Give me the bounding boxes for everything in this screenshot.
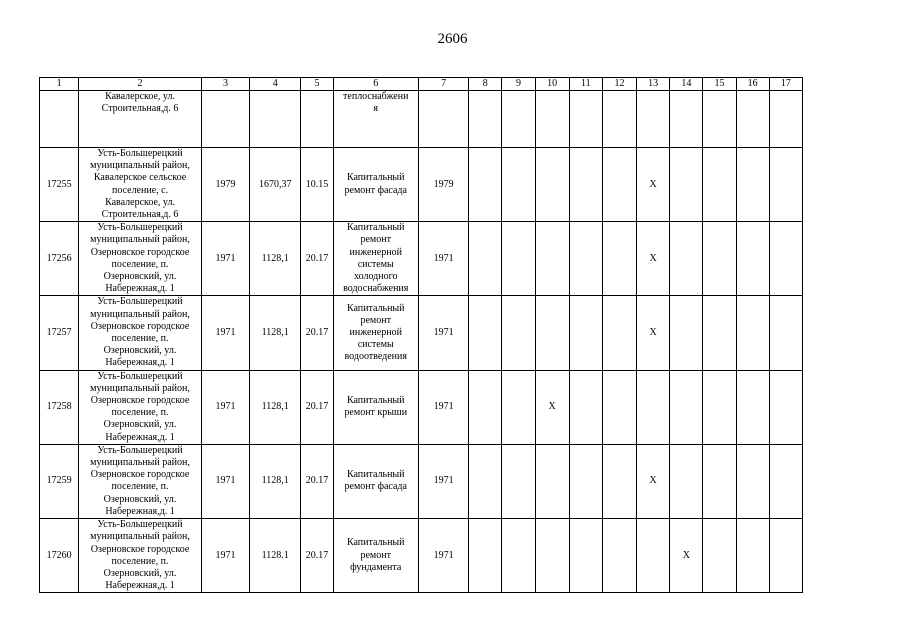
column-header: 15 — [703, 78, 736, 91]
mark-cell — [602, 444, 636, 518]
column-header: 10 — [535, 78, 569, 91]
empty-cell — [418, 91, 468, 148]
year-built-cell: 1971 — [201, 296, 249, 370]
work-type-cell: Капитальный ремонт фундамента — [333, 519, 418, 593]
mark-cell — [502, 148, 535, 222]
empty-cell — [250, 91, 301, 148]
code-cell: 20.17 — [301, 444, 333, 518]
area-cell: 1128,1 — [250, 444, 301, 518]
id-cell: 17259 — [40, 444, 79, 518]
work-type-cell: Капитальный ремонт инженерной системы холодного водоснабжения — [333, 222, 418, 296]
mark-cell — [769, 222, 802, 296]
mark-cell — [535, 296, 569, 370]
mark-cell — [602, 222, 636, 296]
mark-cell — [569, 296, 602, 370]
area-cell: 1128,1 — [250, 222, 301, 296]
year-cell: 1971 — [418, 444, 468, 518]
empty-cell — [201, 91, 249, 148]
mark-cell — [736, 222, 769, 296]
mark-cell — [535, 222, 569, 296]
continuation-row — [40, 91, 803, 148]
year-built-cell: 1979 — [201, 148, 249, 222]
empty-cell — [40, 91, 79, 148]
column-header: 7 — [418, 78, 468, 91]
column-header: 1 — [40, 78, 79, 91]
column-header: 13 — [637, 78, 670, 91]
column-header: 3 — [201, 78, 249, 91]
id-cell: 17255 — [40, 148, 79, 222]
mark-cell — [703, 296, 736, 370]
mark-cell — [569, 519, 602, 593]
year-built-cell: 1971 — [201, 519, 249, 593]
area-cell: 1670,37 — [250, 148, 301, 222]
year-built-cell: 1971 — [201, 222, 249, 296]
mark-cell — [469, 148, 502, 222]
mark-cell — [502, 370, 535, 444]
empty-cell — [469, 91, 502, 148]
mark-cell — [769, 444, 802, 518]
work-type-cell: теплоснабжени я — [333, 91, 418, 148]
mark-cell — [469, 222, 502, 296]
work-type-cell: Капитальный ремонт инженерной системы водоотведения — [333, 296, 418, 370]
page-number: 2606 — [437, 31, 468, 47]
column-header: 9 — [502, 78, 535, 91]
mark-cell — [670, 148, 703, 222]
year-cell: 1971 — [418, 370, 468, 444]
mark-cell — [502, 296, 535, 370]
column-header: 2 — [79, 78, 202, 91]
id-cell: 17257 — [40, 296, 79, 370]
empty-cell — [602, 91, 636, 148]
mark-cell — [469, 370, 502, 444]
column-header: 14 — [670, 78, 703, 91]
empty-cell — [703, 91, 736, 148]
mark-cell — [670, 296, 703, 370]
mark-cell — [703, 519, 736, 593]
mark-cell — [736, 370, 769, 444]
column-header: 5 — [301, 78, 333, 91]
mark-cell — [602, 296, 636, 370]
mark-cell — [502, 222, 535, 296]
mark-cell — [703, 148, 736, 222]
mark-cell: X — [637, 444, 670, 518]
table-row — [40, 222, 803, 296]
code-cell: 10.15 — [301, 148, 333, 222]
table-row — [40, 519, 803, 593]
column-header: 6 — [333, 78, 418, 91]
id-cell: 17256 — [40, 222, 79, 296]
column-header: 11 — [569, 78, 602, 91]
mark-cell — [502, 519, 535, 593]
address-cell: Кавалерское, ул. Строительная,д. 6 — [79, 91, 202, 148]
year-cell: 1979 — [418, 148, 468, 222]
address-cell: Усть-Большерецкий муниципальный район, Озерновское городское поселение, п. Озерновский, ул. Набережная,д. 1 — [79, 222, 202, 296]
work-type-cell: Капитальный ремонт фасада — [333, 444, 418, 518]
mark-cell — [769, 296, 802, 370]
empty-cell — [502, 91, 535, 148]
column-number-header — [40, 78, 803, 91]
column-header: 16 — [736, 78, 769, 91]
mark-cell — [569, 222, 602, 296]
empty-cell — [535, 91, 569, 148]
mark-cell — [703, 370, 736, 444]
empty-cell — [736, 91, 769, 148]
code-cell: 20.17 — [301, 296, 333, 370]
id-cell: 17258 — [40, 370, 79, 444]
table-row — [40, 296, 803, 370]
work-type-cell: Капитальный ремонт фасада — [333, 148, 418, 222]
year-cell: 1971 — [418, 296, 468, 370]
mark-cell — [637, 370, 670, 444]
mark-cell — [736, 519, 769, 593]
column-header: 4 — [250, 78, 301, 91]
table-row — [40, 370, 803, 444]
mark-cell: X — [535, 370, 569, 444]
mark-cell — [569, 370, 602, 444]
mark-cell — [736, 148, 769, 222]
column-header: 17 — [769, 78, 802, 91]
empty-cell — [569, 91, 602, 148]
code-cell: 20.17 — [301, 519, 333, 593]
address-cell: Усть-Большерецкий муниципальный район, Кавалерское сельское поселение, с. Кавалерское, ул. Строительная,д. 6 — [79, 148, 202, 222]
year-built-cell: 1971 — [201, 370, 249, 444]
mark-cell — [502, 444, 535, 518]
code-cell: 20.17 — [301, 370, 333, 444]
code-cell: 20.17 — [301, 222, 333, 296]
area-cell: 1128,1 — [250, 296, 301, 370]
mark-cell — [469, 444, 502, 518]
mark-cell: X — [637, 148, 670, 222]
work-type-cell: Капитальный ремонт крыши — [333, 370, 418, 444]
column-header: 8 — [469, 78, 502, 91]
mark-cell — [769, 370, 802, 444]
mark-cell — [602, 370, 636, 444]
empty-cell — [301, 91, 333, 148]
address-cell: Усть-Большерецкий муниципальный район, Озерновское городское поселение, п. Озерновский, ул. Набережная,д. 1 — [79, 444, 202, 518]
repair-schedule-table — [39, 77, 803, 593]
mark-cell: X — [637, 222, 670, 296]
mark-cell — [602, 519, 636, 593]
area-cell: 1128.1 — [250, 519, 301, 593]
empty-cell — [769, 91, 802, 148]
mark-cell — [469, 519, 502, 593]
mark-cell — [736, 296, 769, 370]
address-cell: Усть-Большерецкий муниципальный район, Озерновское городское поселение, п. Озерновский, ул. Набережная,д. 1 — [79, 370, 202, 444]
area-cell: 1128,1 — [250, 370, 301, 444]
mark-cell — [703, 444, 736, 518]
table-row — [40, 444, 803, 518]
mark-cell — [535, 519, 569, 593]
year-built-cell: 1971 — [201, 444, 249, 518]
year-cell: 1971 — [418, 519, 468, 593]
empty-cell — [670, 91, 703, 148]
mark-cell — [670, 222, 703, 296]
mark-cell: X — [637, 296, 670, 370]
mark-cell — [769, 148, 802, 222]
address-cell: Усть-Большерецкий муниципальный район, Озерновское городское поселение, п. Озерновский, ул. Набережная,д. 1 — [79, 296, 202, 370]
column-header: 12 — [602, 78, 636, 91]
mark-cell — [769, 519, 802, 593]
mark-cell: X — [670, 519, 703, 593]
mark-cell — [703, 222, 736, 296]
mark-cell — [535, 148, 569, 222]
mark-cell — [637, 519, 670, 593]
mark-cell — [569, 148, 602, 222]
mark-cell — [569, 444, 602, 518]
mark-cell — [469, 296, 502, 370]
address-cell: Усть-Большерецкий муниципальный район, Озерновское городское поселение, п. Озерновский, ул. Набережная,д. 1 — [79, 519, 202, 593]
mark-cell — [736, 444, 769, 518]
empty-cell — [637, 91, 670, 148]
mark-cell — [670, 370, 703, 444]
year-cell: 1971 — [418, 222, 468, 296]
mark-cell — [670, 444, 703, 518]
id-cell: 17260 — [40, 519, 79, 593]
mark-cell — [602, 148, 636, 222]
mark-cell — [535, 444, 569, 518]
table-row — [40, 148, 803, 222]
